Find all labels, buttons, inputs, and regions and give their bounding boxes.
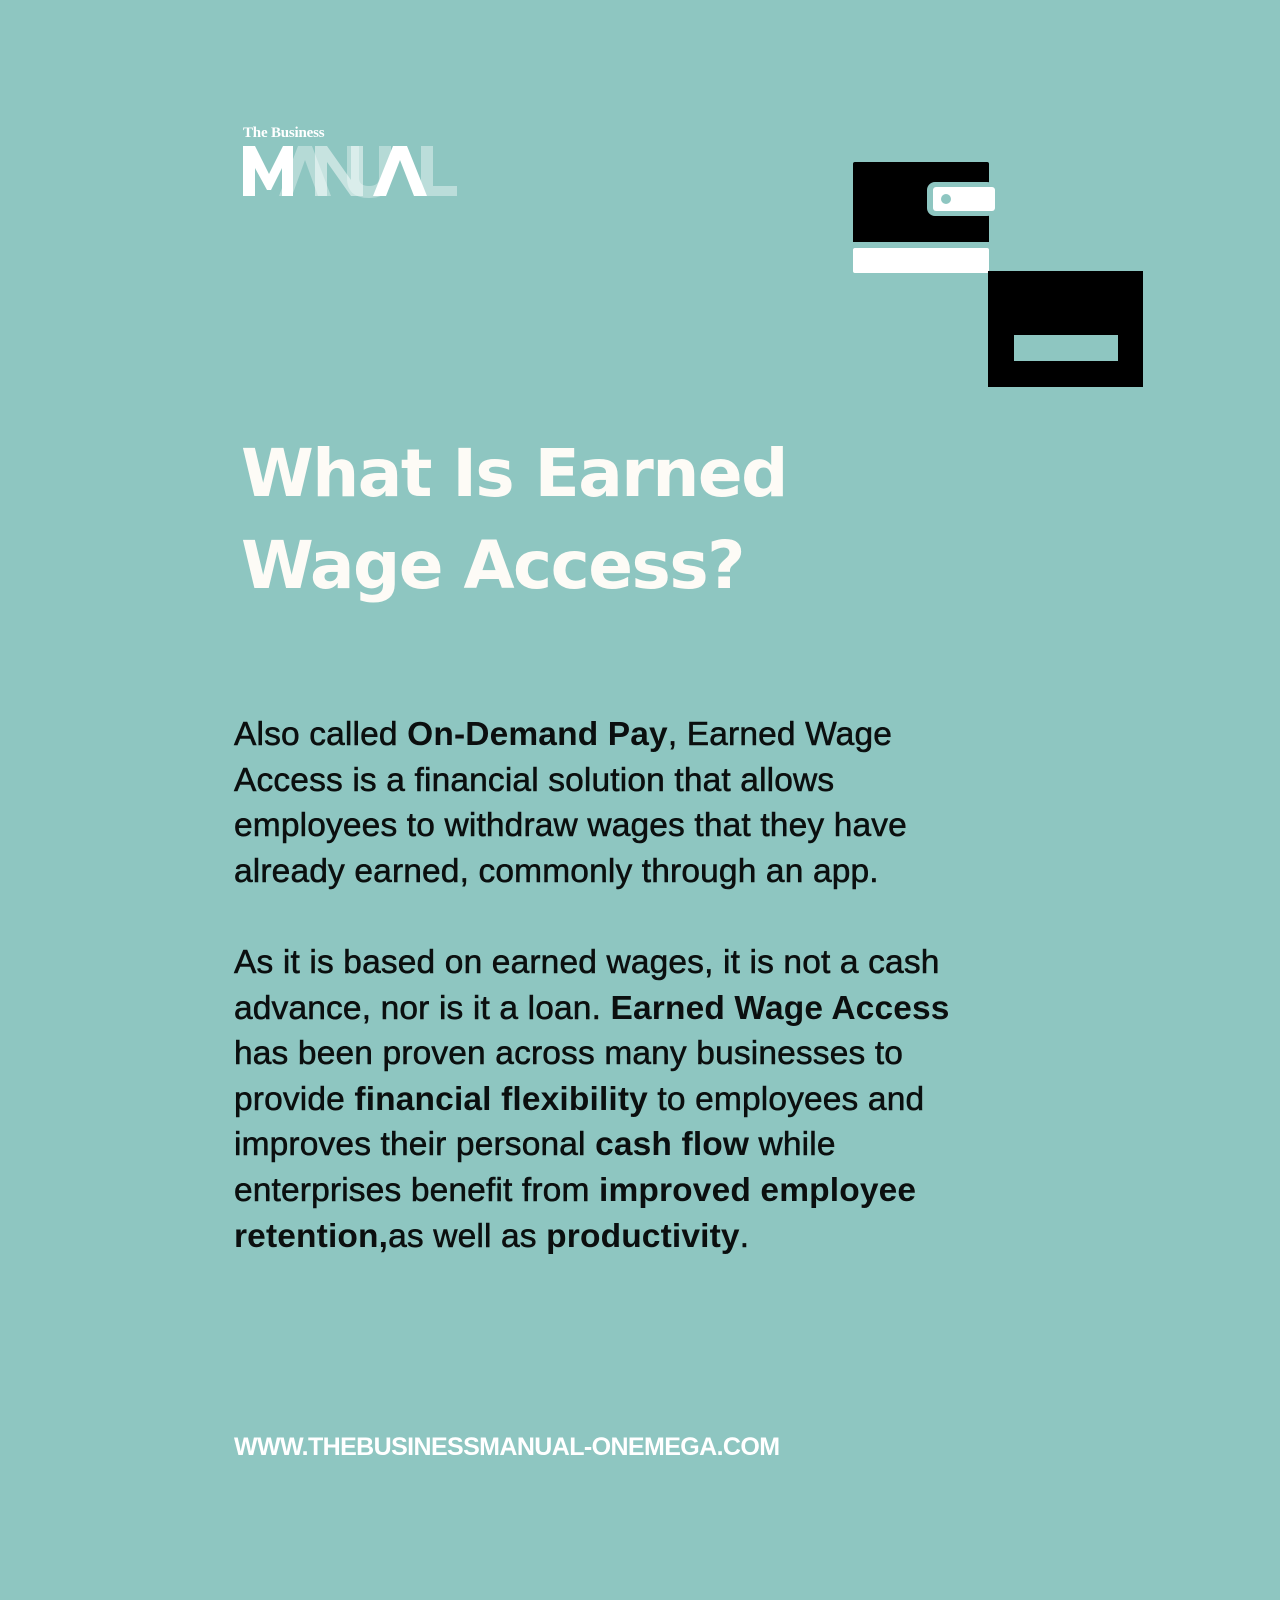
text-segment: provide <box>234 1080 355 1118</box>
text-segment-emphasis: cash flow <box>595 1126 750 1164</box>
text-line <box>234 1122 1094 1168</box>
logo-wordmark <box>243 144 473 198</box>
page-title <box>241 428 787 612</box>
text-line <box>234 712 1094 758</box>
text-segment-emphasis: Earned Wage Access <box>610 989 950 1027</box>
text-segment: Access is a financial solution that allows <box>234 761 835 799</box>
website-link[interactable]: WWW.THEBUSINESSMANUAL-ONEMEGA.COM <box>234 1433 780 1461</box>
text-line <box>234 1214 1094 1260</box>
text-line <box>234 758 1094 804</box>
text-segment: As it is based on earned wages, it is not a cash <box>234 943 940 981</box>
title-line-1: What Is Earned <box>241 435 787 512</box>
text-segment: Also called <box>234 716 408 753</box>
wallet-strip-icon <box>853 248 989 273</box>
paragraph-definition <box>234 712 1094 894</box>
text-segment: improves their personal <box>234 1126 596 1164</box>
logo-kicker-text: The Business <box>243 125 325 141</box>
text-segment: . <box>739 1217 750 1255</box>
text-segment: enterprises benefit from <box>234 1171 599 1209</box>
text-segment-emphasis: financial flexibility <box>354 1080 648 1118</box>
text-segment: , Earned Wage <box>667 716 893 753</box>
text-segment: employees to withdraw wages that they have <box>234 807 907 845</box>
text-line <box>234 940 1094 986</box>
text-line <box>234 986 1094 1032</box>
card-icon <box>988 271 1143 387</box>
text-segment: as well as <box>388 1217 547 1255</box>
wallet-clasp-dot <box>941 194 951 204</box>
text-segment-emphasis: On-Demand Pay <box>407 716 668 753</box>
text-line <box>234 849 1094 895</box>
title-line-2: Wage Access? <box>241 527 744 604</box>
text-segment: advance, nor is it a loan. <box>234 989 611 1027</box>
text-line <box>234 803 1094 849</box>
text-segment-emphasis: improved employee <box>598 1171 917 1209</box>
text-segment: already earned, commonly through an app. <box>234 852 879 890</box>
text-segment: has been proven across many businesses to <box>234 1035 904 1073</box>
text-segment-emphasis: productivity <box>546 1217 740 1255</box>
text-line <box>234 1077 1094 1123</box>
text-line <box>234 1168 1094 1214</box>
logo-letter-l <box>421 146 457 196</box>
body-text <box>234 712 1094 1305</box>
card-stripe-icon <box>1014 335 1118 361</box>
text-line <box>234 1031 1094 1077</box>
paragraph-benefits <box>234 940 1094 1259</box>
text-segment: to employees and <box>647 1080 925 1118</box>
wallet-and-card-icon <box>850 158 1150 393</box>
text-segment: while <box>749 1126 836 1164</box>
brand-logo <box>243 124 473 200</box>
text-segment-emphasis: retention, <box>234 1217 389 1255</box>
